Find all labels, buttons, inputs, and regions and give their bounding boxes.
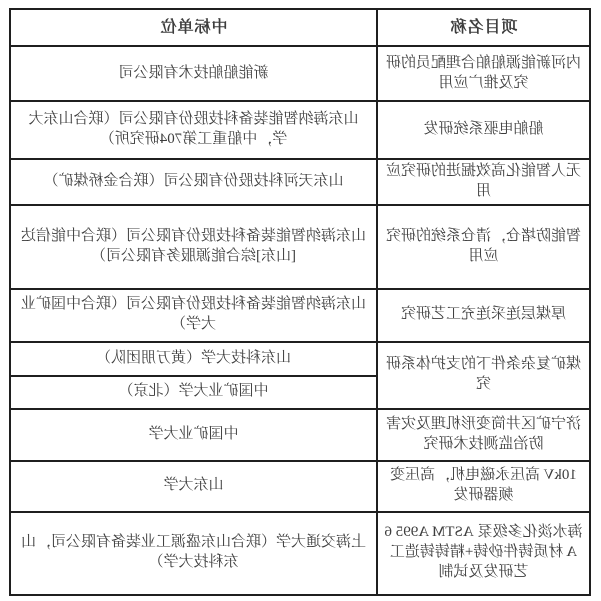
unit-cell: 山东海纳智能装备科技股份有限公司（联合中能信达[山东]综合能源服务有限公司）: [10, 205, 377, 289]
table-row: [10, 289, 590, 342]
project-cell: 煤矿复杂条件下的支护体系研究: [377, 342, 590, 409]
unit-cell: 山东海纳智能装备科技股份有限公司（联合山东大学，中船重工第704研究所）: [10, 101, 377, 159]
project-cell: 济宁矿区井筒变形机理及灾害防治监测技术研究: [377, 409, 590, 461]
header-project-name: 项目名称: [377, 9, 590, 46]
project-cell: 厚煤层连采连充工艺研究: [377, 289, 590, 342]
unit-cell: 山东科技大学（黄万朋团队）: [10, 342, 377, 376]
project-cell: 海水淡化多级泵 ASTM A995 6A 材质铸件砂铸+精铸铸造工艺研发及试制: [377, 512, 590, 595]
table-row: [10, 461, 590, 512]
header-winning-unit: 中标单位: [10, 9, 377, 46]
mirrored-table-container: [11, 8, 591, 596]
table-row: [10, 205, 590, 289]
project-cell: 智能防堵仓，清仓系统的研究应用: [377, 205, 590, 289]
table-row: [10, 512, 590, 595]
project-cell: 无人智能化高效掘进的研究应用: [377, 159, 590, 205]
table-header-row: [10, 9, 590, 46]
table-row: [10, 159, 590, 205]
project-cell: 10kV 高压永磁电机，高压变频器研发: [377, 461, 590, 512]
table-row: [10, 342, 590, 376]
unit-cell: 中国矿业大学（北京）: [10, 376, 377, 409]
unit-cell: 山东海纳智能装备科技股份有限公司（联合中国矿业大学）: [10, 289, 377, 342]
table-row: [10, 46, 590, 101]
project-cell: 内河新能源船舶合理配员的研究及推广应用: [377, 46, 590, 101]
table-row: [10, 101, 590, 159]
unit-cell: 山东天河科技股份有限公司（联合金桥煤矿）: [10, 159, 377, 205]
unit-cell: 上海交通大学（联合山东盛源工业装备有限公司，山东科技大学）: [10, 512, 377, 595]
bid-results-table: [9, 8, 591, 596]
project-cell: 船舶电驱系统研发: [377, 101, 590, 159]
unit-cell: 新能船舶技术有限公司: [10, 46, 377, 101]
unit-cell: 山东大学: [10, 461, 377, 512]
table-row: [10, 409, 590, 461]
unit-cell: 中国矿业大学: [10, 409, 377, 461]
